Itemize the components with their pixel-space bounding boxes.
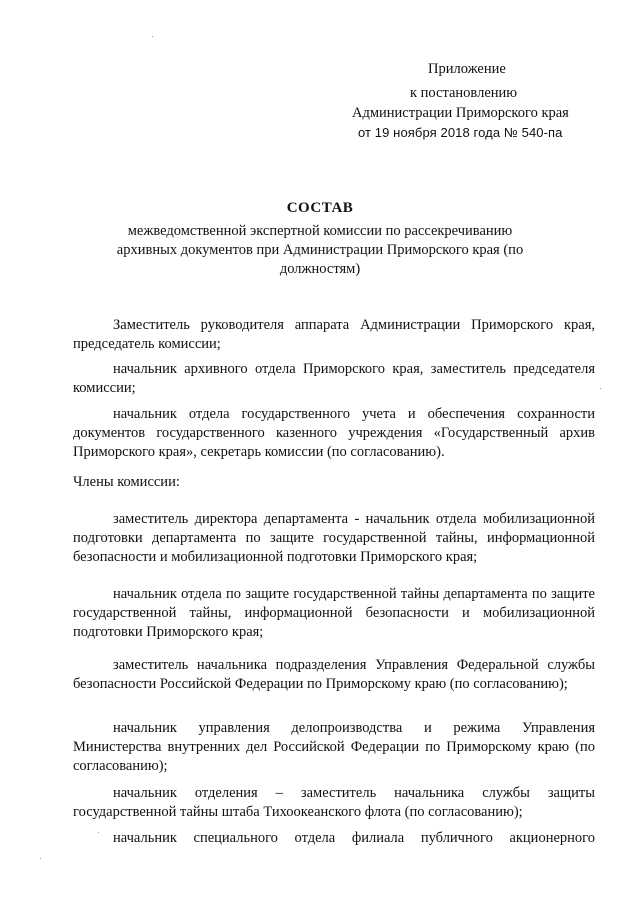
paragraph-secretary: начальник отдела государственного учета и обеспечения сохранности документов государственного казенного учреждения «Государственный архив Приморского края», секретарь комиссии (по согласованию). [73, 406, 595, 460]
paragraph-member-5: начальник отделения – заместитель начальника службы защиты государственной тайны штаба Тихоокеанского флота (по согласованию); [73, 785, 595, 820]
scan-speck [40, 858, 41, 859]
scan-speck [98, 832, 99, 833]
document-subheading: межведомственной экспертной комиссии по рассекречиванию архивных документов при Администрации Приморского края (по должностям) [116, 223, 524, 277]
scan-speck [152, 36, 153, 37]
paragraph-member-6: начальник специального отдела филиала публичного акционерного [113, 830, 595, 846]
paragraph-member-3: заместитель начальника подразделения Управления Федеральной службы безопасности Российской Федерации по Приморскому краю (по согласованию); [73, 657, 595, 692]
paragraph-chairman: Заместитель руководителя аппарата Администрации Приморского края, председатель комиссии; [73, 317, 595, 352]
appendix-line-1: к постановлению [410, 85, 518, 101]
scan-speck [600, 388, 601, 389]
paragraph-member-2: начальник отдела по защите государственной тайны департамента по защите государственной тайны, информационной безопасности и мобилизационной подготовки Приморского края; [73, 586, 595, 640]
paragraph-members-label: Члены комиссии: [73, 474, 180, 490]
paragraph-member-4: начальник управления делопроизводства и режима Управления Министерства внутренних дел Российской Федерации по Приморскому краю (по согласованию); [73, 720, 595, 774]
paragraph-member-1: заместитель директора департамента - начальник отдела мобилизационной подготовки департамента по защите государственной тайны, информационной безопасности и мобилизационной подготовки Приморского края; [73, 511, 595, 565]
document-heading: СОСТАВ [286, 200, 354, 216]
appendix-line-2: Администрации Приморского края [352, 105, 569, 121]
appendix-title: Приложение [428, 61, 506, 77]
appendix-line-3: от 19 ноября 2018 года № 540-па [358, 125, 563, 140]
paragraph-deputy-chairman: начальник архивного отдела Приморского края, заместитель председателя комиссии; [73, 361, 595, 396]
